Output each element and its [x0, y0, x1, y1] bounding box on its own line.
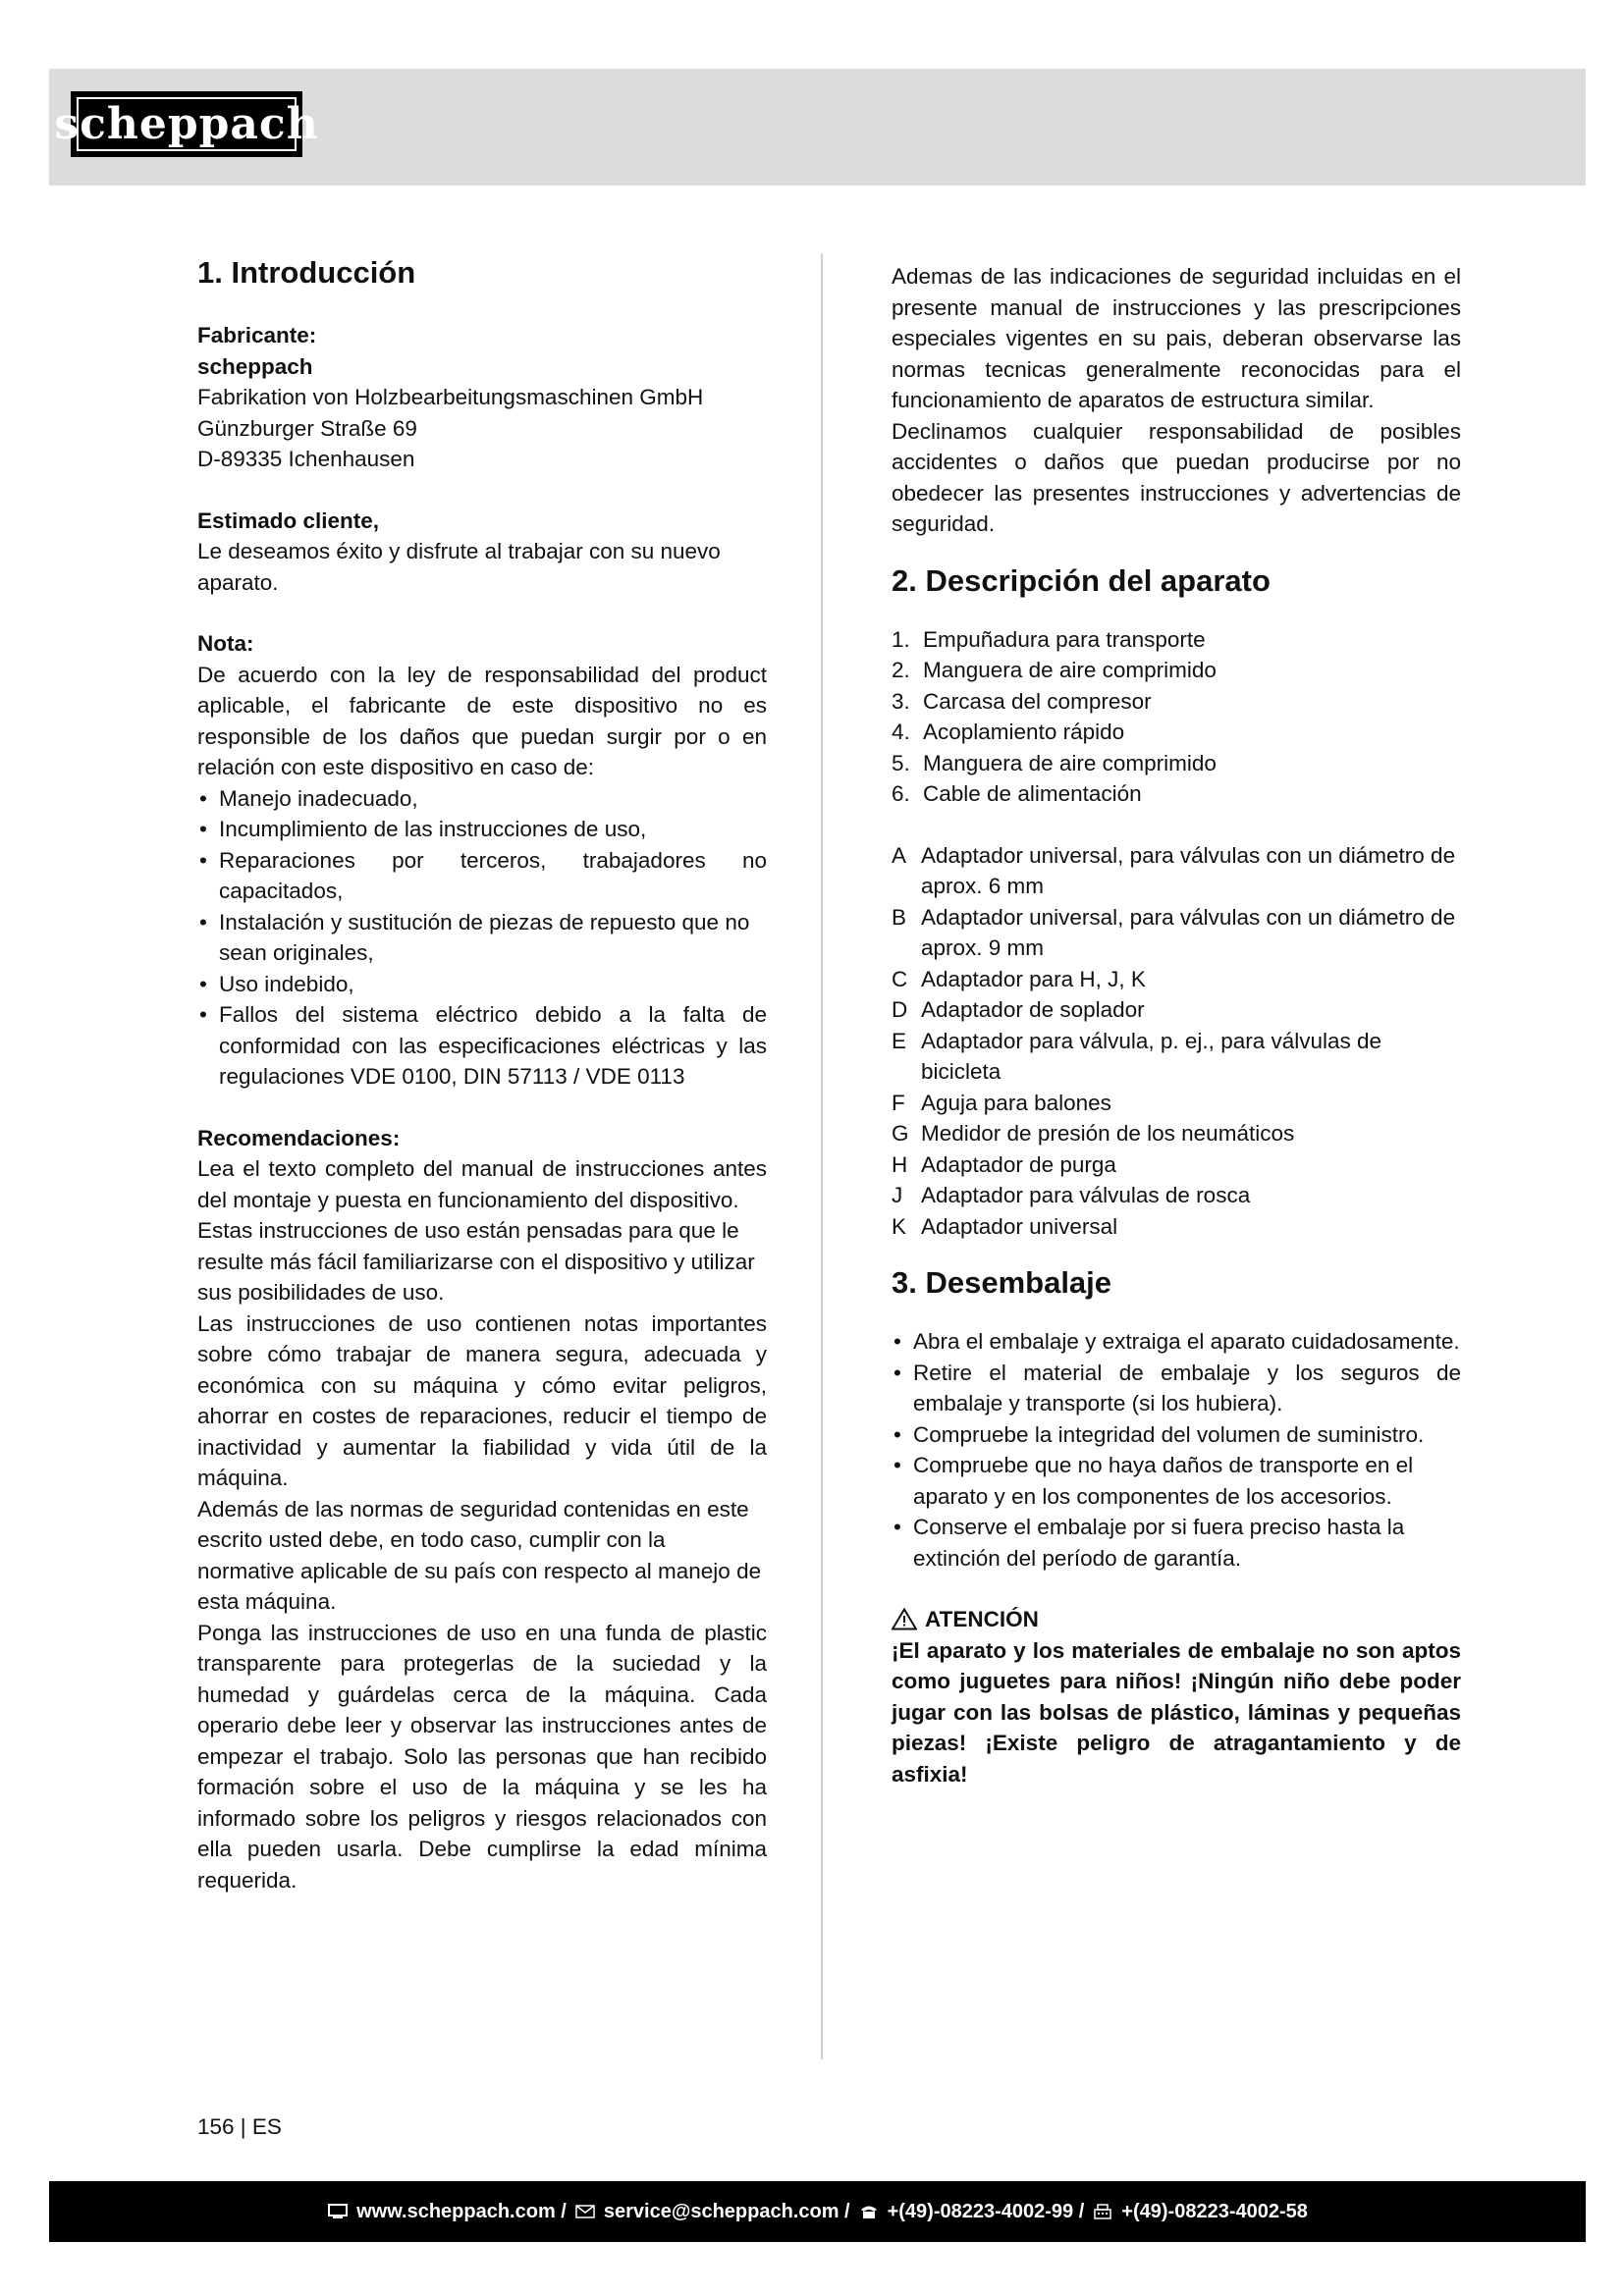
dear-customer-label: Estimado cliente,	[197, 507, 380, 533]
intro-paragraph: Ademas de las indicaciones de seguridad incluidas en el presente manual de instrucciones y las prescripciones especiales vigentes en su pais, deberan observarse las normas tecnicas generalmente reconocidas para el funcionamiento de aparatos de estructura similar.	[892, 264, 1461, 412]
manufacturer-line: Fabrikation von Holzbearbeitungsmaschinen GmbH	[197, 385, 704, 409]
intro-paragraph: Declinamos cualquier responsabilidad de posibles accidentes o daños que puedan producirse por no obedecer las presentes instrucciones y advertencias de seguridad.	[892, 418, 1461, 536]
manufacturer-name: scheppach	[197, 353, 313, 379]
accessories-list	[892, 840, 1461, 1243]
note-list	[197, 783, 767, 1093]
section-2-title: 2. Descripción del aparato	[892, 562, 1271, 598]
manufacturer-label: Fabricante:	[197, 323, 317, 347]
list-item: 5. Manguera de aire comprimido	[892, 750, 1217, 775]
warning-text: ¡El aparato y los materiales de embalaje no son aptos como juguetes para niños! ¡Ningún niño debe poder jugar con las bolsas de plástico, láminas y pequeñas piezas! ¡Existe peligro de atragantamiento y de asfixia!	[892, 1637, 1461, 1787]
computer-icon	[327, 2203, 349, 2220]
list-item: • Reparaciones por terceros, trabajadores no capacitados,	[197, 845, 767, 907]
recommendation-paragraph: Además de las normas de seguridad contenidas en este escrito usted debe, en todo caso, cumplir con la normative aplicable de su país con respecto al manejo de esta máquina.	[197, 1496, 762, 1614]
header-band	[49, 69, 1586, 186]
phone-icon	[858, 2203, 880, 2220]
recommendation-paragraph: Las instrucciones de uso contienen notas importantes sobre cómo trabajar de manera segura, adecuada y económica con su máquina y cómo evitar peligros, ahorrar en costes de reparaciones, reducir el tiempo de inactividad y aumentar la fiabilidad y vida útil de la máquina.	[197, 1310, 767, 1490]
footer-bar	[49, 2181, 1586, 2242]
manufacturer-line: D-89335 Ichenhausen	[197, 447, 415, 471]
note-label: Nota:	[197, 631, 254, 656]
footer-email-link[interactable]: service@scheppach.com /	[603, 2200, 850, 2222]
recommendations-label: Recomendaciones:	[197, 1125, 401, 1150]
list-item: 4. Acoplamiento rápido	[892, 720, 1125, 744]
recommendation-paragraph: Ponga las instrucciones de uso en una funda de plastic transparente para protegerlas de la suciedad y la humedad y guárdelas cerca de la máquina. Cada operario debe leer y observar las instrucciones antes de empezar el trabajo. Solo las personas que han recibido formación sobre el uso de la máquina y se les ha informado sobre los peligros y riesgos relacionados con ella pueden usarla. Debe cumplirse la edad mínima requerida.	[197, 1620, 767, 1893]
list-item: • Incumplimiento de las instrucciones de uso,	[197, 814, 767, 845]
list-item: • Conserve el embalaje por si fuera preciso hasta la extinción del período de garantía.	[892, 1512, 1461, 1574]
list-item: J Adaptador para válvulas de rosca	[892, 1183, 1251, 1207]
brand-logo	[54, 91, 319, 157]
footer-phone: +(49)-08223-4002-99 /	[887, 2200, 1085, 2222]
list-item: • Retire el material de embalaje y los seguros de embalaje y transporte (si los hubiera).	[892, 1358, 1461, 1419]
warning-triangle-icon	[892, 1608, 917, 1630]
manufacturer-line: Günzburger Straße 69	[197, 415, 417, 441]
list-item: E Adaptador para válvula, p. ej., para válvulas de bicicleta	[892, 1028, 1382, 1084]
recommendation-paragraph: Estas instrucciones de uso están pensadas para que le resulte más fácil familiarizarse con el dispositivo y utilizar sus posibilidades de uso.	[197, 1218, 755, 1305]
list-item: 6. Cable de alimentación	[892, 781, 1142, 806]
list-item: C Adaptador para H, J, K	[892, 966, 1146, 991]
warning-title: ATENCIÓN	[892, 1604, 1461, 1635]
unpack-list	[892, 1326, 1461, 1574]
list-item: G Medidor de presión de los neumáticos	[892, 1121, 1295, 1146]
list-item: • Abra el embalaje y extraiga el aparato cuidadosamente.	[892, 1326, 1461, 1358]
email-icon	[574, 2203, 596, 2220]
note-text: De acuerdo con la ley de responsabilidad del product aplicable, el fabricante de este dispositivo no es responsible de los daños que puedan surgir por o en relación con este dispositivo en caso de:	[197, 662, 767, 779]
list-item: K Adaptador universal	[892, 1213, 1118, 1239]
footer-fax: +(49)-08223-4002-58	[1121, 2200, 1308, 2222]
section-1-title: 1. Introducción	[197, 255, 416, 290]
recommendation-paragraph: Lea el texto completo del manual de instrucciones antes del montaje y puesta en funcionamiento del dispositivo.	[197, 1156, 767, 1212]
list-item: 3. Carcasa del compresor	[892, 688, 1152, 714]
left-column	[197, 253, 767, 1896]
list-item: • Compruebe la integridad del volumen de suministro.	[892, 1419, 1461, 1451]
list-item: • Uso indebido,	[197, 969, 767, 1000]
dear-customer-text: Le deseamos éxito y disfrute al trabajar con su nuevo aparato.	[197, 539, 721, 595]
column-divider	[821, 253, 823, 2059]
list-item: • Instalación y sustitución de piezas de repuesto que no sean originales,	[197, 907, 767, 969]
list-item: 2. Manguera de aire comprimido	[892, 658, 1217, 682]
list-item: 1. Empuñadura para transporte	[892, 626, 1206, 652]
right-column	[892, 261, 1461, 1789]
list-item: F Aguja para balones	[892, 1090, 1111, 1115]
list-item: • Compruebe que no haya daños de transporte en el aparato y en los componentes de los accesorios.	[892, 1450, 1461, 1512]
logo-text: scheppach	[54, 98, 319, 149]
list-item: B Adaptador universal, para válvulas con un diámetro de aprox. 9 mm	[892, 904, 1456, 960]
section-3-title: 3. Desembalaje	[892, 1265, 1112, 1300]
list-item: A Adaptador universal, para válvulas con un diámetro de aprox. 6 mm	[892, 842, 1456, 898]
list-item: H Adaptador de purga	[892, 1151, 1116, 1177]
page-number: 156 | ES	[197, 2114, 282, 2139]
parts-list	[892, 624, 1461, 810]
list-item: D Adaptador de soplador	[892, 997, 1145, 1022]
footer-website-link[interactable]: www.scheppach.com /	[356, 2200, 567, 2222]
list-item: • Manejo inadecuado,	[197, 783, 767, 815]
fax-icon	[1092, 2203, 1113, 2220]
list-item: • Fallos del sistema eléctrico debido a la falta de conformidad con las especificaciones eléctricas y las regulaciones VDE 0100, DIN 57113 / VDE 0113	[197, 999, 767, 1093]
